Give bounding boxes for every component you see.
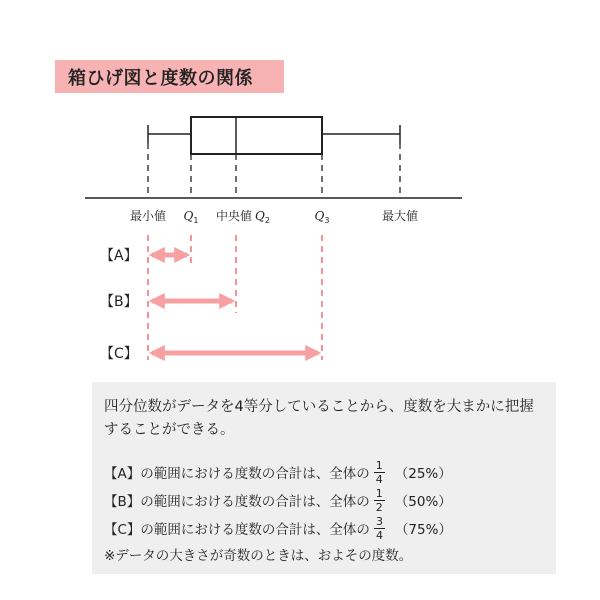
ratio-line-a bbox=[104, 458, 544, 486]
ratio-a-fraction bbox=[374, 460, 385, 485]
ratio-line-c bbox=[104, 514, 544, 542]
ratio-c-prefix: 【C】の範囲における度数の合計は、全体の bbox=[104, 522, 370, 538]
ratio-c-denominator: 4 bbox=[375, 528, 383, 542]
range-b-label: 【B】 bbox=[100, 294, 138, 310]
min-label: 最小値 bbox=[129, 209, 167, 223]
odd-size-note: ※データの大きさが奇数のときは、およその度数。 bbox=[104, 548, 413, 564]
diagram-title: 箱ひげ図と度数の関係 bbox=[55, 60, 284, 93]
ratio-b-fraction bbox=[374, 488, 385, 513]
ratio-b-denominator: 2 bbox=[375, 500, 383, 514]
median-label: 中央値 $Q_2$ bbox=[216, 209, 270, 225]
range-a-label: 【A】 bbox=[100, 248, 138, 264]
ratio-a-prefix: 【A】の範囲における度数の合計は、全体の bbox=[104, 466, 370, 482]
ratio-b-prefix: 【B】の範囲における度数の合計は、全体の bbox=[104, 494, 370, 510]
interquartile-box bbox=[191, 117, 322, 154]
q1-label: $Q_1$ bbox=[183, 209, 199, 225]
q3-label: $Q_3$ bbox=[314, 209, 330, 225]
ratio-a-denominator: 4 bbox=[375, 472, 383, 486]
ratio-c-fraction bbox=[374, 516, 385, 541]
ratio-a-numerator: 1 bbox=[375, 458, 383, 472]
explanation-box bbox=[92, 382, 556, 574]
max-label: 最大値 bbox=[381, 209, 419, 223]
ratio-c-percent: （75%） bbox=[394, 522, 452, 538]
range-c-label: 【C】 bbox=[100, 346, 138, 362]
ratio-c-numerator: 3 bbox=[375, 514, 383, 528]
ratio-line-b bbox=[104, 486, 544, 514]
ratio-b-numerator: 1 bbox=[375, 486, 383, 500]
ratio-b-percent: （50%） bbox=[394, 494, 452, 510]
explanation-summary: 四分位数がデータを4等分していることから、度数を大まかに把握することができる。 bbox=[104, 399, 534, 438]
ratio-a-percent: （25%） bbox=[394, 466, 452, 482]
